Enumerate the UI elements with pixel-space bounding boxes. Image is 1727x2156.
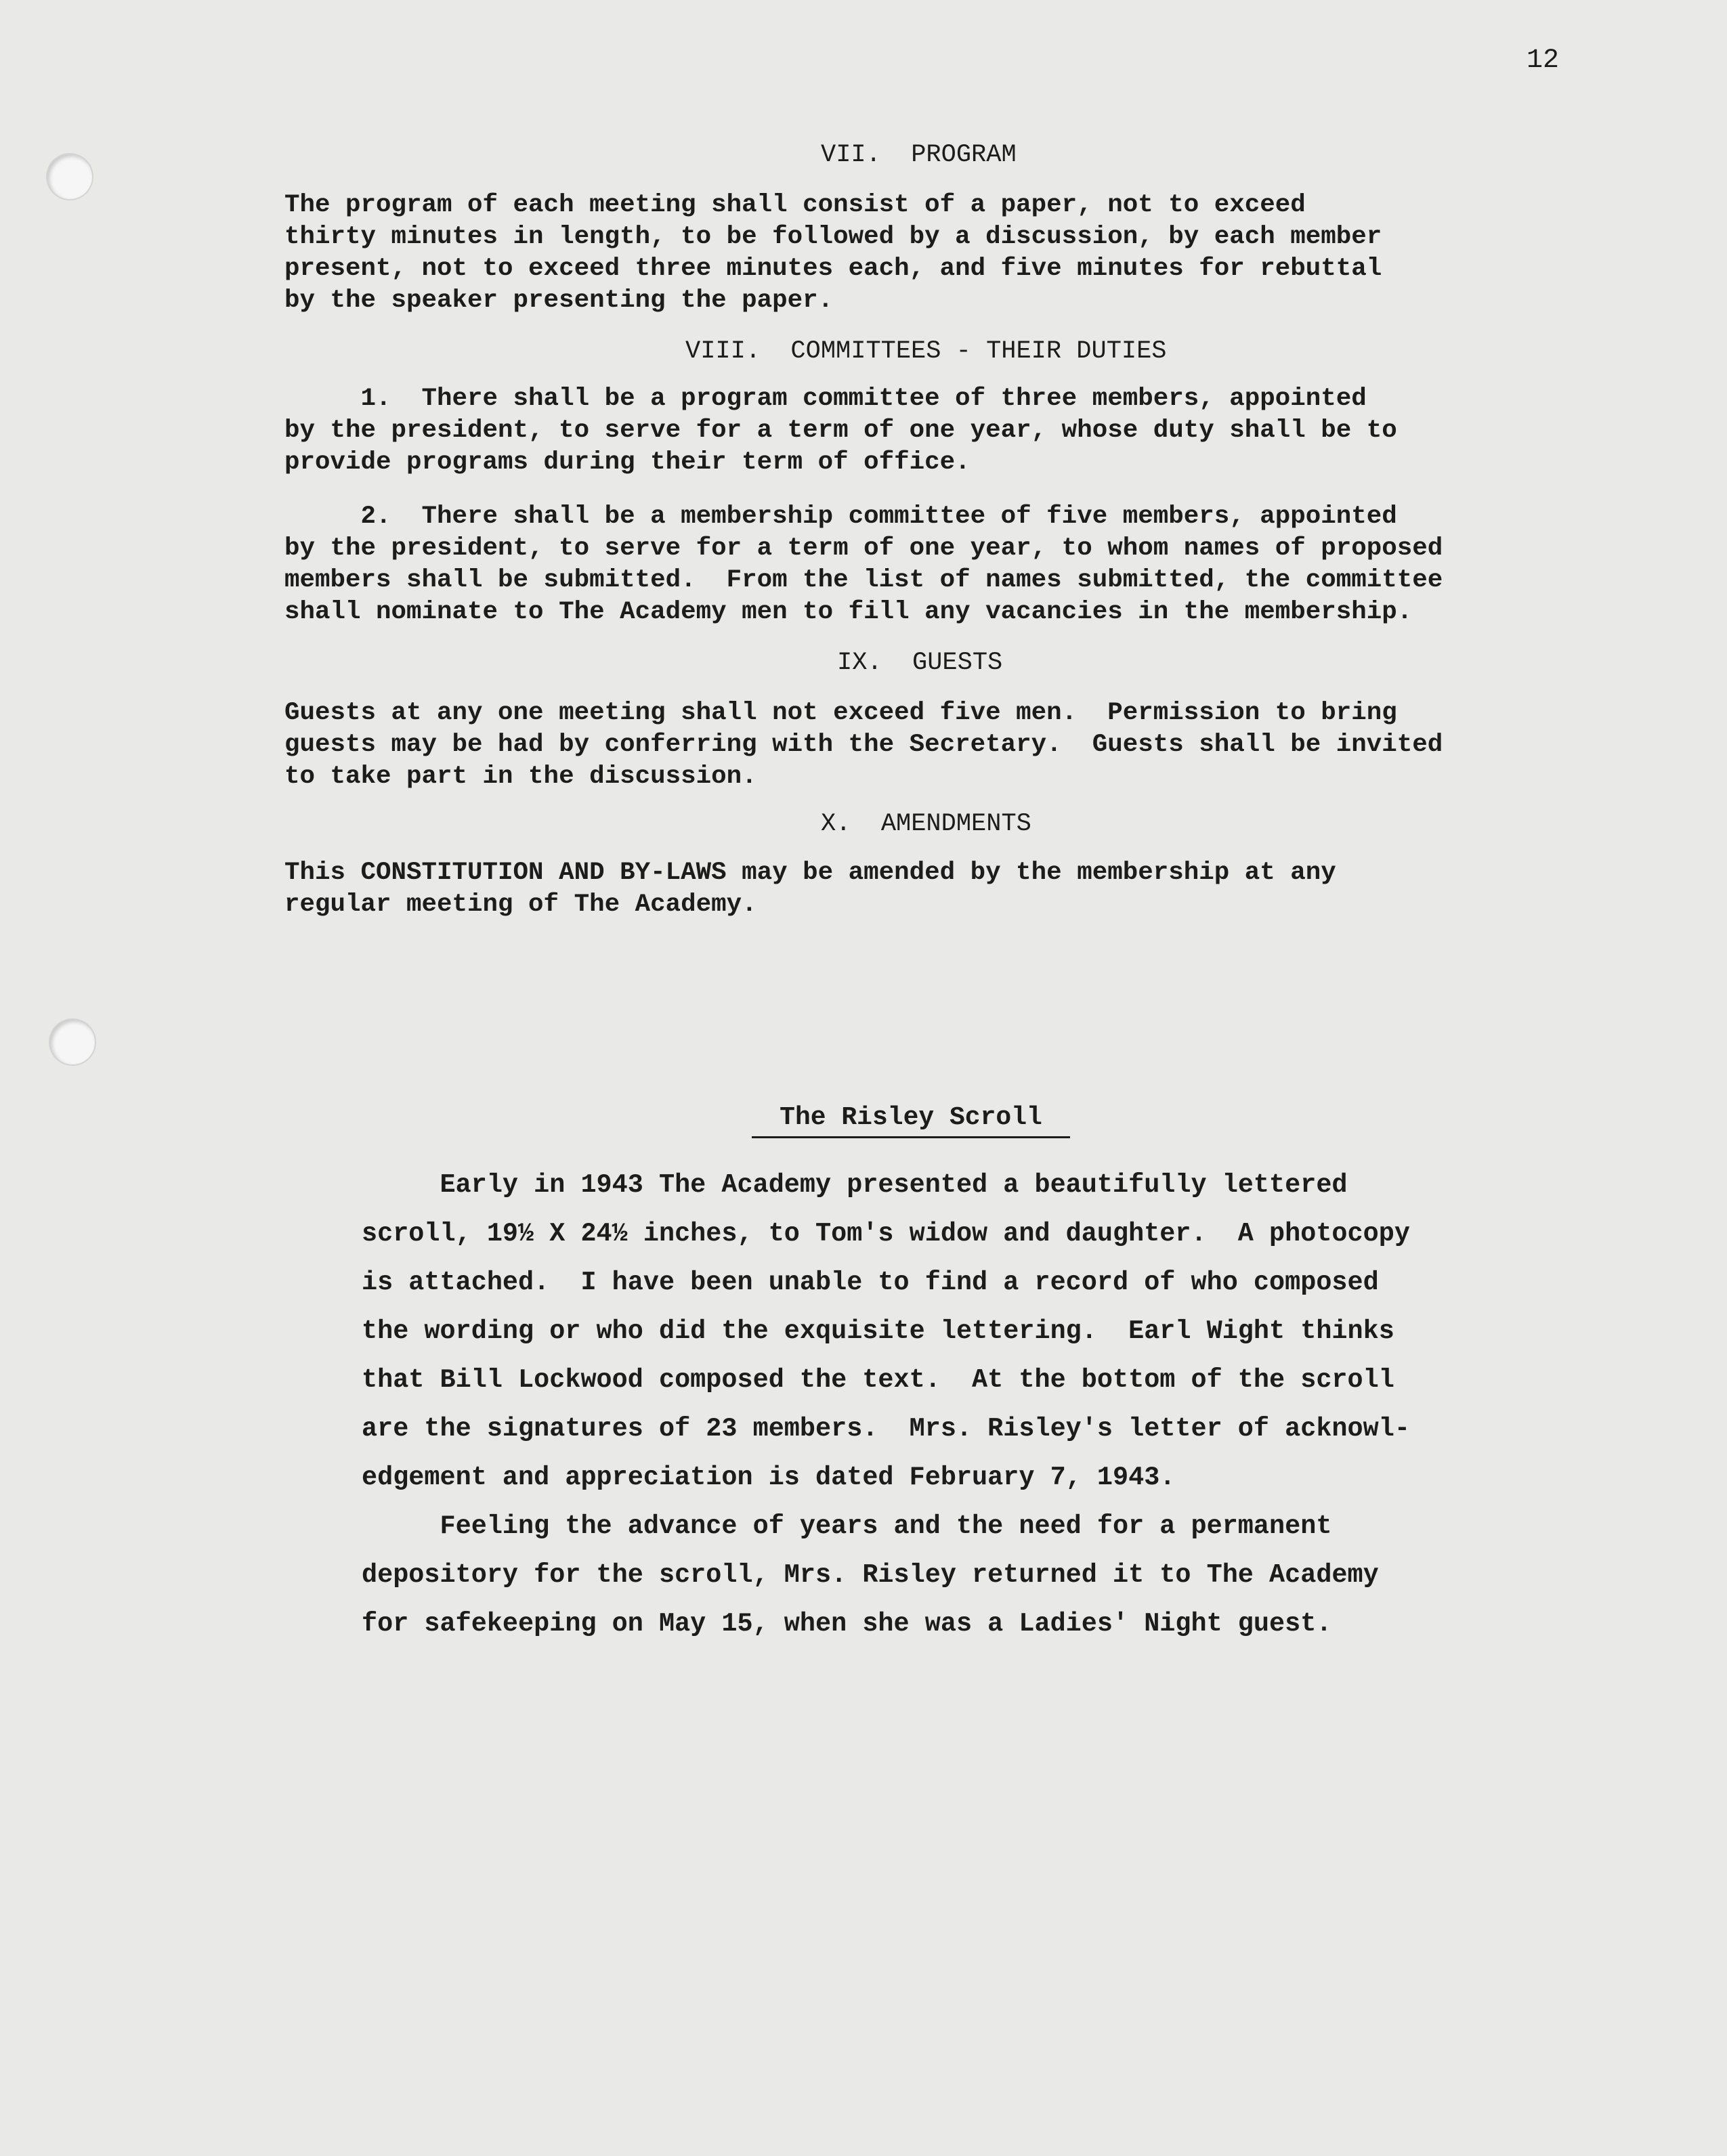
section-heading-amendments: X. AMENDMENTS — [821, 810, 1031, 838]
committee-item-2: 2. There shall be a membership committee of five members, appointed by the president, to serve for a term of one year, to whom names of proposed members shall be submitted. From the list of names submitted, the committee shall nominate to The Academy men to fill any vacancies in the membership. — [284, 502, 1443, 626]
punch-hole — [50, 1020, 95, 1064]
risley-scroll-paragraph-1: Early in 1943 The Academy presented a beautifully lettered scroll, 19½ X 24½ inches, to Tom's widow and daughter. A photocopy is attached. I have been unable to find a record of who composed the wording or who did the exquisite lettering. Earl Wight thinks that Bill Lockwood composed the text. At the bottom of the scroll are the signatures of 23 members. Mrs. Risley's letter of acknowl- edgement and appreciation is dated February 7, 1943. — [362, 1170, 1410, 1492]
program-paragraph: The program of each meeting shall consist of a paper, not to exceed thirty minutes in length, to be followed by a discussion, by each member present, not to exceed three minutes each, and five minutes for rebuttal by the speaker presenting the paper. — [284, 191, 1382, 315]
risley-scroll-title: The Risley Scroll — [752, 1101, 1070, 1138]
guests-paragraph: Guests at any one meeting shall not exceed five men. Permission to bring guests may be had by conferring with the Secretary. Guests shall be invited to take part in the discussion. — [284, 699, 1443, 791]
amendments-paragraph: This CONSTITUTION AND BY-LAWS may be amended by the membership at any regular meeting of The Academy. — [284, 859, 1336, 919]
punch-hole — [47, 154, 92, 199]
committee-item-1: 1. There shall be a program committee of three members, appointed by the president, to serve for a term of one year, whose duty shall be to provide programs during their term of office. — [284, 385, 1397, 477]
section-heading-guests: IX. GUESTS — [837, 649, 1003, 677]
risley-scroll-paragraph-2: Feeling the advance of years and the need for a permanent depository for the scroll, Mrs. Risley returned it to The Academy for safekeeping on May 15, when she was a Ladies' Night guest. — [362, 1511, 1379, 1639]
section-heading-program: VII. PROGRAM — [821, 141, 1017, 169]
section-heading-committees: VIII. COMMITTEES - THEIR DUTIES — [685, 337, 1167, 366]
page-number: 12 — [1527, 45, 1560, 76]
